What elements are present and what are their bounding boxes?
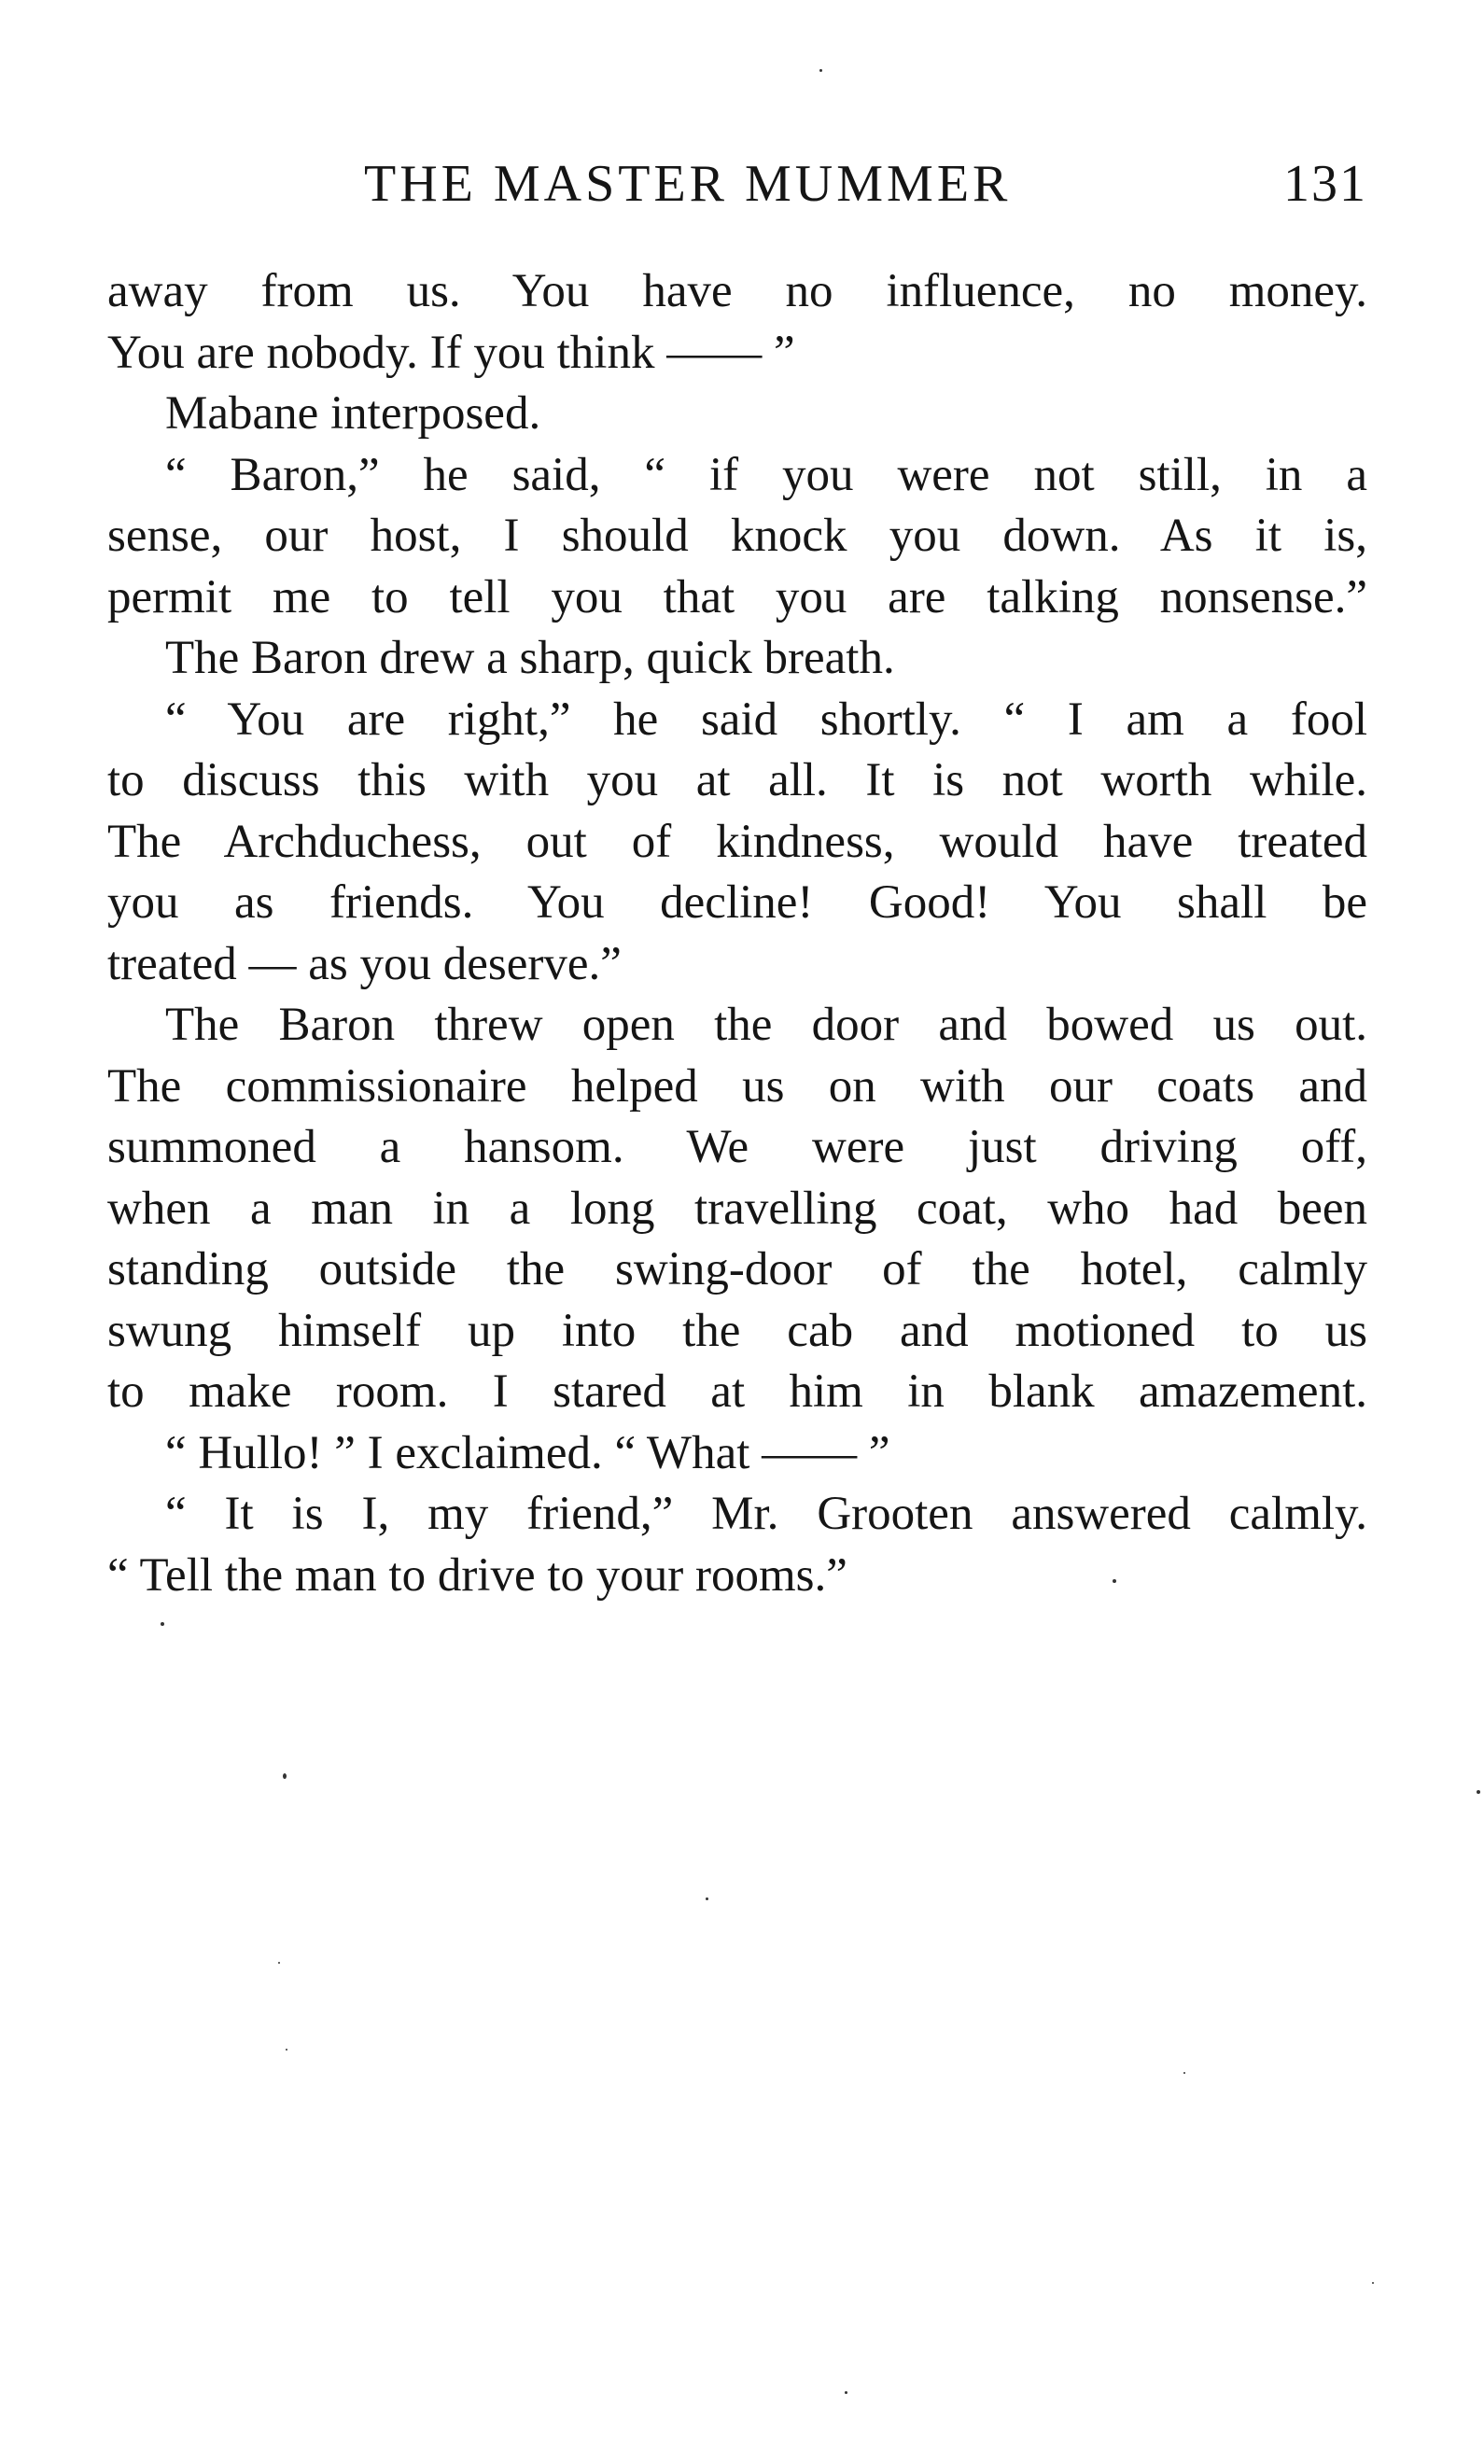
paragraph-first-line: “ Baron,” he said, “ if you were not still, in a <box>165 448 1367 501</box>
scan-speck <box>1183 2072 1185 2074</box>
scan-speck <box>161 1622 164 1626</box>
scan-speck <box>819 69 822 72</box>
paragraph-first-line: The Baron threw open the door and bowed us out. <box>165 999 1367 1051</box>
text-line: treated — as you deserve.” <box>107 937 622 990</box>
text-line: when a man in a long travelling coat, who had been <box>107 1182 1367 1235</box>
text-line: summoned a hansom. We were just driving off, <box>107 1121 1367 1173</box>
paragraph-first-line: The Baron drew a sharp, quick breath. <box>165 632 895 684</box>
scan-speck <box>1113 1579 1116 1583</box>
paragraph-first-line: “ It is I, my friend,” Mr. Grooten answered calmly. <box>165 1488 1367 1540</box>
scan-speck <box>278 1962 280 1964</box>
running-head <box>107 151 1367 217</box>
text-line: to discuss this with you at all. It is not worth while. <box>107 754 1367 806</box>
text-line: standing outside the swing-door of the hotel, calmly <box>107 1243 1367 1295</box>
paragraph-first-line: Mabane interposed. <box>165 387 541 440</box>
scan-speck <box>283 1773 287 1779</box>
text-line: permit me to tell you that you are talking nonsense.” <box>107 570 1367 623</box>
body-text <box>107 261 1367 1606</box>
text-line: You are nobody. If you think —— ” <box>107 326 795 379</box>
scan-speck <box>706 1897 708 1900</box>
paragraph-first-line: “ Hullo! ” I exclaimed. “ What —— ” <box>165 1426 890 1479</box>
scan-speck <box>286 2049 287 2051</box>
running-title: THE MASTER MUMMER <box>364 155 1012 213</box>
text-line: The Archduchess, out of kindness, would have treated <box>107 815 1367 868</box>
paragraph-first-line: “ You are right,” he said shortly. “ I am a fool <box>165 693 1367 746</box>
text-line: away from us. You have no influence, no money. <box>107 265 1367 317</box>
text-line: “ Tell the man to drive to your rooms.” <box>107 1548 847 1602</box>
text-line: you as friends. You decline! Good! You shall be <box>107 876 1367 929</box>
text-line: sense, our host, I should knock you down. As it is, <box>107 510 1367 562</box>
text-line: The commissionaire helped us on with our coats and <box>107 1059 1367 1113</box>
text-line: swung himself up into the cab and motioned to us <box>107 1304 1367 1357</box>
text-line: to make room. I stared at him in blank amazement. <box>107 1365 1367 1418</box>
scan-speck <box>1372 2282 1374 2284</box>
scan-speck <box>1477 1790 1480 1794</box>
scan-speck <box>845 2391 847 2394</box>
page-number: 131 <box>1283 155 1367 213</box>
